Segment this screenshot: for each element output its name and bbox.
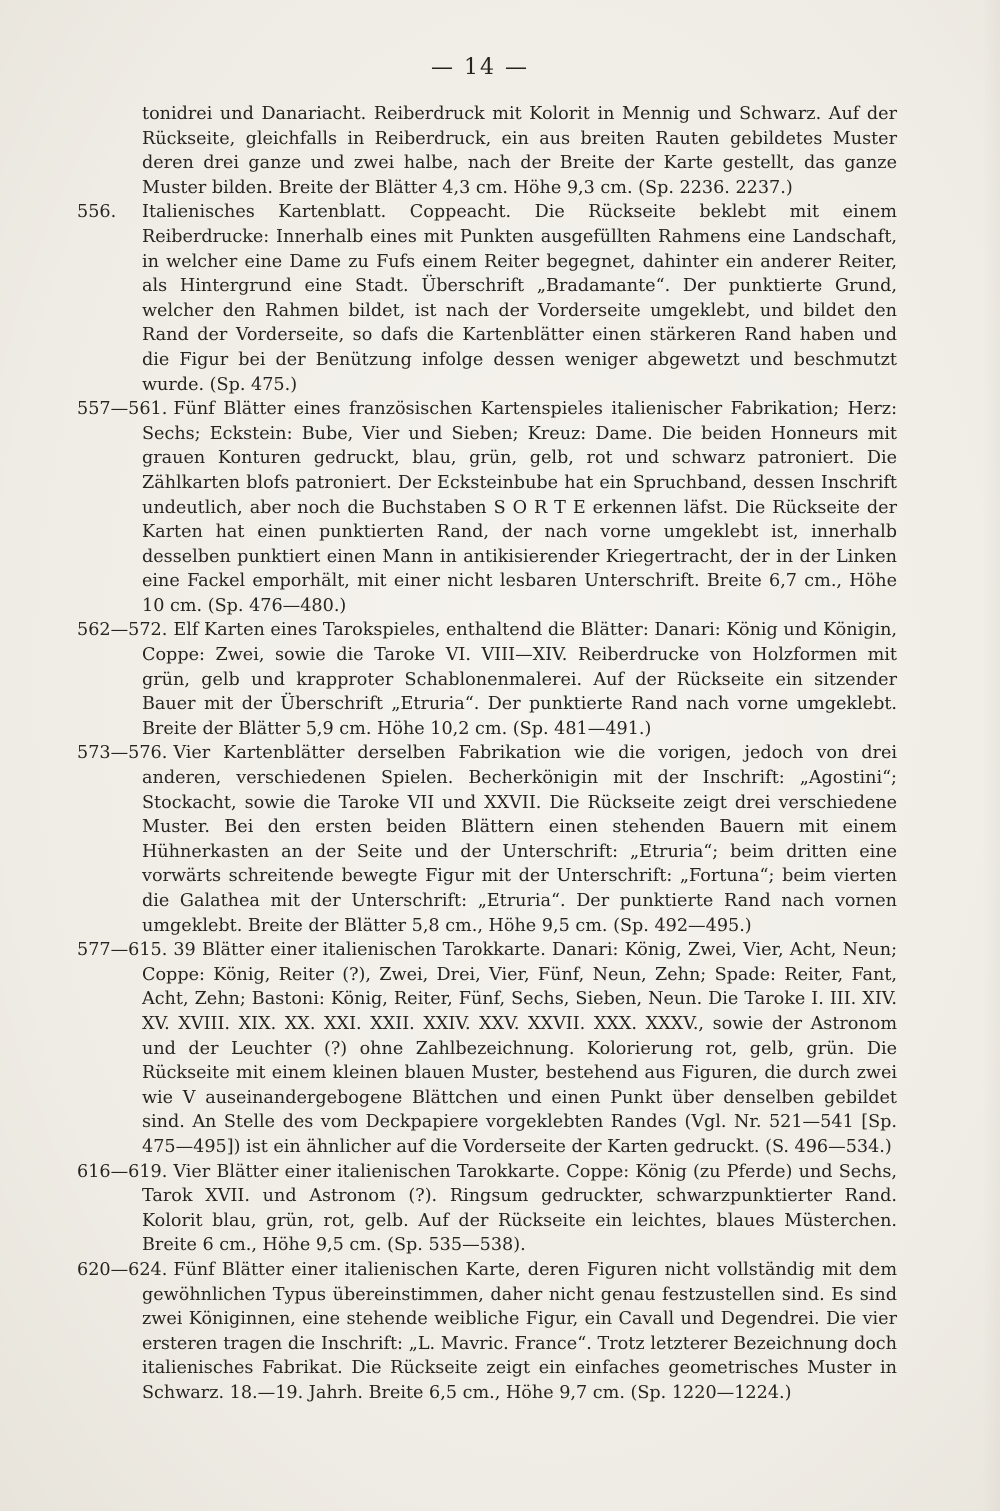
entry-text: Fünf Blätter eines französischen Kartenspieles italienischer Fabrikation; Herz: Sechs; Eckstein: Bube, Vier und Sieben; Kreuz: Dame. Die beiden Honneurs mit grauen Konturen gedruckt, blau, grün, gelb, rot und schwarz patroniert. Die Zählkarten blofs patroniert. Der Ecksteinbube hat ein Spruchband, dessen Inschrift undeutlich, aber noch die Buchstaben S O R T E erkennen läfst. Die Rückseite der Karten hat einen punktierten Rand, der nach vorne umgeklebt ist, innerhalb desselben punktiert einen Mann in antikisierender Kriegertracht, der in der Linken eine Fackel emporhält, mit einer nicht lesbaren Unterschrift. Breite 6,7 cm., Höhe 10 cm. (Sp. 476—480.): [142, 399, 897, 616]
catalog-entry: [77, 938, 897, 1159]
catalog-text: [77, 102, 897, 1405]
page-edge-shadow: [982, 0, 1000, 1511]
catalog-entry: [77, 741, 897, 938]
catalog-entry: [77, 618, 897, 741]
catalog-entry-continuation: [142, 102, 897, 200]
entry-number: 620—624.: [77, 1259, 168, 1280]
entry-number: 562—572.: [77, 620, 168, 641]
entry-text: Fünf Blätter einer italienischen Karte, deren Figuren nicht vollständig mit dem gewöhnlichen Typus übereinstimmen, daher nicht genau festzustellen sind. Es sind zwei Königinnen, eine stehende weibliche Figur, ein Cavall und Degendrei. Die vier ersteren tragen die Inschrift: „L. Mavric. France“. Trotz letzterer Bezeichnung doch italienisches Fabrikat. Die Rückseite zeigt ein einfaches geometrisches Muster in Schwarz. 18.—19. Jahrh. Breite 6,5 cm., Höhe 9,7 cm. (Sp. 1220—1224.): [142, 1259, 897, 1403]
entry-number: 557—561.: [77, 399, 168, 420]
entry-text: tonidrei und Danariacht. Reiberdruck mit Kolorit in Mennig und Schwarz. Auf der Rückseite, gleichfalls in Reiberdruck, ein aus breiten Rauten gebildetes Muster deren drei ganze und zwei halbe, nach der Breite der Karte gestellt, das ganze Muster bilden. Breite der Blätter 4,3 cm. Höhe 9,3 cm. (Sp. 2236. 2237.): [142, 104, 897, 198]
catalog-entry: [77, 1160, 897, 1258]
catalog-entry: [77, 200, 897, 397]
page-number: — 14 —: [431, 55, 529, 80]
entry-number: 573—576.: [77, 743, 168, 764]
entry-text: 39 Blätter einer italienischen Tarokkarte. Danari: König, Zwei, Vier, Acht, Neun; Coppe: König, Reiter (?), Zwei, Drei, Vier, Fünf, Neun, Zehn; Spade: Reiter, Fant, Acht, Zehn; Bastoni: König, Reiter, Fünf, Sechs, Sieben, Neun. Die Taroke I. III. XIV. XV. XVIII. XIX. XX. XXI. XXII. XXIV. XXV. XXVII. XXX. XXXV., sowie der Astronom und der Leuchter (?) ohne Zahlbezeichnung. Kolorierung rot, gelb, grün. Die Rückseite mit einem kleinen blauen Muster, bestehend aus Figuren, die durch zwei wie V auseinandergebogene Blättchen und einen Punkt über denselben gebildet sind. An Stelle des vom Deckpapiere vorgeklebten Randes (Vgl. Nr. 521—541 [Sp. 475—495]) ist ein ähnlicher auf die Vorderseite der Karten gedruckt. (S. 496—534.): [142, 940, 897, 1157]
entry-text: Vier Blätter einer italienischen Tarokkarte. Coppe: König (zu Pferde) und Sechs, Tarok XVII. und Astronom (?). Ringsum gedruckter, schwarzpunktierter Rand. Kolorit blau, grün, rot, gelb. Auf der Rückseite ein leichtes, blaues Müsterchen. Breite 6 cm., Höhe 9,5 cm. (Sp. 535—538).: [142, 1161, 897, 1256]
entry-text: Vier Kartenblätter derselben Fabrikation wie die vorigen, jedoch von drei anderen, verschiedenen Spielen. Becherkönigin mit der Inschrift: „Agostini“; Stockacht, sowie die Taroke VII und XXVII. Die Rückseite zeigt drei verschiedene Muster. Bei den ersten beiden Blättern einen stehenden Bauern mit einem Hühnerkasten an der Seite und der Unterschrift: „Etruria“; beim dritten eine vorwärts schreitende bewegte Figur mit der Unterschrift: „Fortuna“; beim vierten die Galathea mit der Unterschrift: „Etruria“. Der punktierte Rand nach vornen umgeklebt. Breite der Blätter 5,8 cm., Höhe 9,5 cm. (Sp. 492—495.): [142, 743, 897, 936]
catalog-entry: [77, 397, 897, 618]
entry-text: Italienisches Kartenblatt. Coppeacht. Die Rückseite beklebt mit einem Reiberdrucke: Innerhalb eines mit Punkten ausgefüllten Rahmens eine Landschaft, in welcher eine Dame zu Fufs einem Reiter begegnet, dahinter ein anderer Reiter, als Hintergrund eine Stadt. Überschrift „Bradamante“. Der punktierte Grund, welcher den Rahmen bildet, ist nach der Vorderseite umgeklebt, und bildet den Rand der Vorderseite, so dafs die Kartenblätter einen stärkeren Rand haben und die Figur bei der Benützung infolge dessen weniger abgewetzt und beschmutzt wurde. (Sp. 475.): [142, 202, 897, 395]
entry-text: Elf Karten eines Tarokspieles, enthaltend die Blätter: Danari: König und Königin, Coppe: Zwei, sowie die Taroke VI. VIII—XIV. Reiberdrucke von Holzformen mit grün, gelb und krapproter Schablonenmalerei. Auf der Rückseite ein sitzender Bauer mit der Überschrift „Etruria“. Der punktierte Rand nach vorne umgeklebt. Breite der Blätter 5,9 cm. Höhe 10,2 cm. (Sp. 481—491.): [142, 620, 897, 739]
catalog-entry: [77, 1258, 897, 1406]
entry-number: 577—615.: [77, 940, 168, 961]
entry-number: 616—619.: [77, 1161, 168, 1182]
entry-number: 556.: [77, 202, 117, 223]
